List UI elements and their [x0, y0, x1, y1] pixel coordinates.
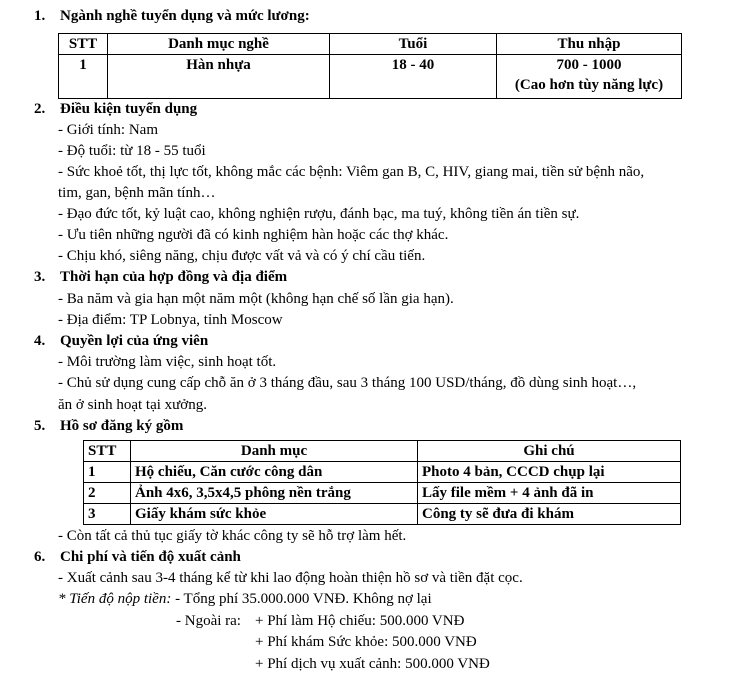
- text-line: ăn ở sinh hoạt tại xưởng.: [58, 397, 207, 413]
- cell-note: Photo 4 bản, CCCD chụp lại: [418, 462, 681, 483]
- cell-item: Ảnh 4x6, 3,5x4,5 phông nền trắng: [131, 483, 418, 504]
- header-job: Danh mục nghề: [108, 34, 330, 55]
- table-row: [84, 483, 681, 504]
- text-line: - Độ tuổi: từ 18 - 55 tuổi: [58, 143, 206, 159]
- section-5-title: Hồ sơ đăng ký gồm: [60, 418, 184, 434]
- header-stt: STT: [84, 441, 131, 462]
- income-range: 700 - 1000: [556, 57, 622, 73]
- table-row: [59, 55, 682, 99]
- header-income: Thu nhập: [497, 34, 682, 55]
- text-line: - Môi trường làm việc, sinh hoạt tốt.: [58, 354, 277, 370]
- section-1-title: Ngành nghề tuyển dụng và mức lương:: [60, 8, 310, 24]
- fee-line: + Phí làm Hộ chiếu: 500.000 VNĐ: [255, 613, 465, 629]
- text-line: - Ba năm và gia hạn một năm một (không hạn chế số lần gia hạn).: [58, 291, 454, 307]
- table-header-row: [59, 34, 682, 55]
- header-item: Danh mục: [131, 441, 418, 462]
- section-3-number: 3.: [34, 269, 46, 285]
- text-line: - Chịu khó, siêng năng, chịu được vất vả và có ý chí cầu tiến.: [58, 248, 426, 264]
- section-5-number: 5.: [34, 418, 46, 434]
- cell-stt: 1: [84, 462, 131, 483]
- text-line: - Còn tất cả thủ tục giấy tờ khác công ty sẽ hỗ trợ làm hết.: [58, 528, 407, 544]
- cell-income: [497, 55, 682, 99]
- table-header-row: [84, 441, 681, 462]
- text-line: - Xuất cảnh sau 3-4 tháng kể từ khi lao động hoàn thiện hồ sơ và tiền đặt cọc.: [58, 570, 523, 586]
- section-4-title: Quyền lợi của ứng viên: [60, 333, 209, 349]
- documents-table: [83, 440, 681, 525]
- payment-text: - Tổng phí 35.000.000 VNĐ. Không nợ lại: [171, 591, 432, 607]
- table-row: [84, 504, 681, 525]
- section-2-title: Điều kiện tuyển dụng: [60, 101, 198, 117]
- section-6-title: Chi phí và tiến độ xuất cảnh: [60, 549, 241, 565]
- cell-stt: 1: [59, 55, 108, 99]
- table-row: [84, 462, 681, 483]
- payment-label: * Tiến độ nộp tiền:: [58, 591, 172, 607]
- text-line: - Đạo đức tốt, kỷ luật cao, không nghiện rượu, đánh bạc, ma tuý, không tiền án tiền sự.: [58, 206, 580, 222]
- header-note: Ghi chú: [418, 441, 681, 462]
- cell-item: Giấy khám sức khỏe: [131, 504, 418, 525]
- cell-item: Hộ chiếu, Căn cước công dân: [131, 462, 418, 483]
- cell-note: Lấy file mềm + 4 ảnh đã in: [418, 483, 681, 504]
- text-line: - Chủ sử dụng cung cấp chỗ ăn ở 3 tháng đầu, sau 3 tháng 100 USD/tháng, đồ dùng sinh hoạt…,: [58, 375, 637, 391]
- header-stt: STT: [59, 34, 108, 55]
- fee-line: + Phí dịch vụ xuất cảnh: 500.000 VNĐ: [255, 656, 490, 672]
- text-line: - Giới tính: Nam: [58, 122, 159, 138]
- section-2-number: 2.: [34, 101, 46, 117]
- fee-line: + Phí khám Sức khỏe: 500.000 VNĐ: [255, 634, 477, 650]
- cell-age: 18 - 40: [330, 55, 497, 99]
- section-1-number: 1.: [34, 8, 46, 24]
- text-line: tim, gan, bệnh mãn tính…: [58, 185, 216, 201]
- payment-line: [58, 591, 432, 608]
- job-table: [58, 33, 682, 99]
- cell-note: Công ty sẽ đưa đi khám: [418, 504, 681, 525]
- cell-job: Hàn nhựa: [108, 55, 330, 99]
- text-line: - Địa điểm: TP Lobnya, tỉnh Moscow: [58, 312, 283, 328]
- section-6-number: 6.: [34, 549, 46, 565]
- section-3-title: Thời hạn của hợp đồng và địa điểm: [60, 269, 288, 285]
- section-4-number: 4.: [34, 333, 46, 349]
- cell-stt: 2: [84, 483, 131, 504]
- cell-stt: 3: [84, 504, 131, 525]
- extra-label: - Ngoài ra:: [176, 613, 241, 629]
- header-age: Tuổi: [330, 34, 497, 55]
- text-line: - Ưu tiên những người đã có kinh nghiệm hàn hoặc các thợ khác.: [58, 227, 449, 243]
- text-line: - Sức khoẻ tốt, thị lực tốt, không mắc các bệnh: Viêm gan B, C, HIV, giang mai, tiền sử bệnh não,: [58, 164, 645, 180]
- income-note: (Cao hơn tùy năng lực): [514, 77, 664, 93]
